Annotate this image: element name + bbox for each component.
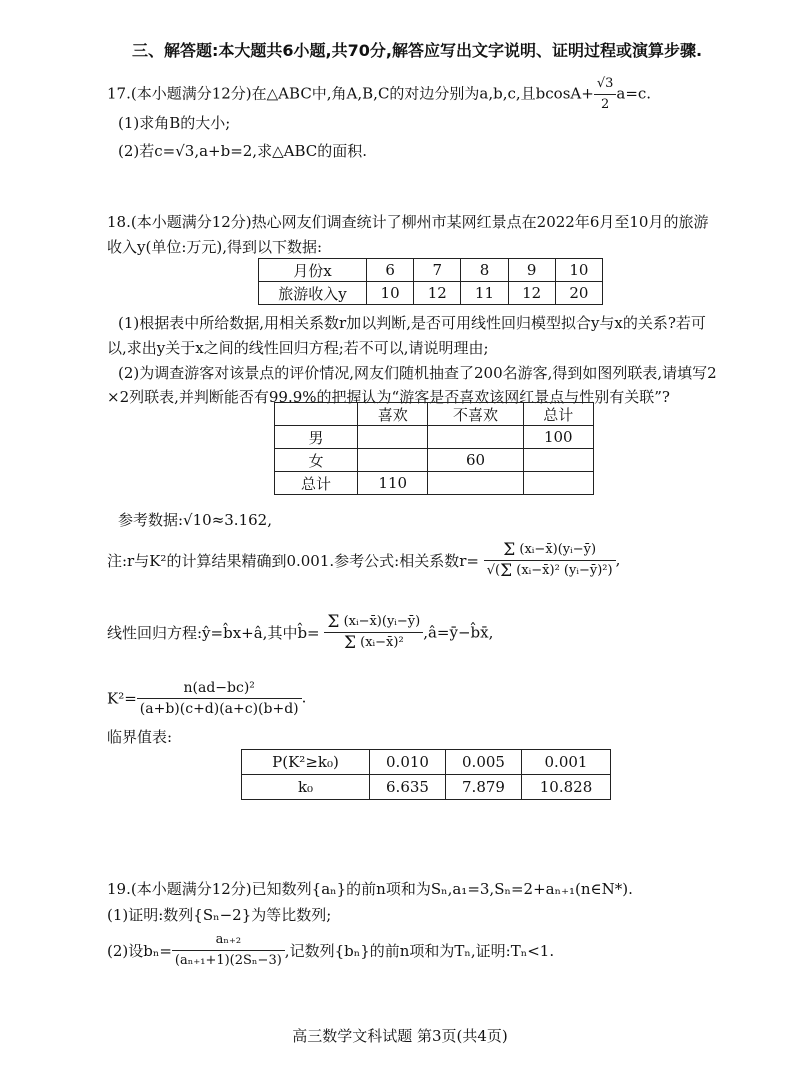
q17-frac-den: 2 [600,97,610,112]
table-cell: 旅游收入y [259,282,367,305]
q19-frac-den: (aₙ₊₁+1)(2Sₙ−3) [174,953,282,968]
k2-denominator: (a+b)(c+d)(a+c)(b+d) [139,701,299,717]
table-cell: 110 [358,472,428,495]
table-cell: 月份x [259,259,367,282]
table-cell: 8 [461,259,508,282]
regression-formula [107,612,493,672]
b-numerator: (xᵢ−x̄)(yᵢ−ȳ) [343,614,421,629]
r-fraction: Σ (xᵢ−x̄)(yᵢ−ȳ) √( Σ (xᵢ−x̄)² (yᵢ−ȳ)²) [484,540,616,581]
note-text: 注:r与K²的计算结果精确到0.001.参考公式:相关系数r= [107,552,479,570]
table-cell [523,449,593,472]
r-denominator: (xᵢ−x̄)² (yᵢ−ȳ)² [516,563,608,578]
page-footer: 高三数学文科试题 第3页(共4页) [292,1027,508,1045]
table-cell: 100 [523,426,593,449]
table-cell: 喜欢 [358,403,428,426]
table-cell: 7.879 [446,775,522,800]
table-cell: 不喜欢 [428,403,523,426]
table-row [259,282,603,305]
table-cell [358,449,428,472]
table-cell: 10 [555,259,602,282]
q19-part2 [107,930,554,971]
critical-value-table [241,749,611,800]
q19-part1: (1)证明:数列{Sₙ−2}为等比数列; [107,906,332,924]
q17-stem-text: 17.(本小题满分12分)在△ABC中,角A,B,C的对边分别为a,b,c,且bcosA+ [107,84,594,103]
table-cell [523,472,593,495]
k2-numerator: n(ad−bc)² [137,678,302,699]
q17-stem [107,74,651,115]
table-cell: 20 [555,282,602,305]
table-cell: 10.828 [522,775,611,800]
regression-label: 线性回归方程:ŷ=b̂x+â,其中b̂= [107,624,320,642]
table-cell: 11 [461,282,508,305]
q18-part1-line2: 以,求出y关于x之间的线性回归方程;若不可以,请说明理由; [107,339,489,357]
table-cell: k₀ [242,775,370,800]
q19-frac-num: aₙ₊₂ [172,930,285,951]
q18-stem-line1: 18.(本小题满分12分)热心网友们调查统计了柳州市某网红景点在2022年6月至10月的旅游 [107,213,709,231]
table-cell: 女 [275,449,358,472]
q18-stem-line2: 收入y(单位:万元),得到以下数据: [107,238,323,256]
k2-formula: K²= $\frac{\text{n(ad−bc)²}}{(a+b)(c+d)(a+c)(b+d)}$ . [107,680,307,717]
table-cell: 9 [508,259,555,282]
table-cell: 总计 [523,403,593,426]
q17-part1: (1)求角B的大小; [118,114,231,132]
q17-stem-end: a=c. [616,84,652,103]
table-cell: 总计 [275,472,358,495]
table-cell: 6.635 [370,775,446,800]
reference-data: 参考数据:√10≈3.162, [118,511,272,529]
table-cell: 0.001 [522,750,611,775]
table-cell: 12 [508,282,555,305]
q18-data-table [258,258,603,305]
q19-part2-start: (2)设bₙ= [107,942,172,960]
table-row [275,403,594,426]
q18-part1-line1: (1)根据表中所给数据,用相关系数r加以判断,是否可用线性回归模型拟合y与x的关系?若可 [118,314,706,332]
r-numerator: (xᵢ−x̄)(yᵢ−ȳ) [519,542,597,557]
k2-label: K²= [107,689,137,708]
table-cell: 0.005 [446,750,522,775]
q17-part2: (2)若c=√3,a+b=2,求△ABC的面积. [118,142,367,160]
table-cell [358,426,428,449]
table-cell: 60 [428,449,523,472]
table-cell [275,403,358,426]
b-denominator: (xᵢ−x̄)² [360,635,404,650]
table-row [275,426,594,449]
table-row [275,449,594,472]
table-cell: 6 [367,259,414,282]
q19-part2-end: ,记数列{bₙ}的前n项和为Tₙ,证明:Tₙ<1. [284,942,555,960]
table-row [242,750,611,775]
table-cell: 10 [367,282,414,305]
table-cell [428,426,523,449]
contingency-table [274,402,594,495]
correlation-formula: 注:r与K²的计算结果精确到0.001.参考公式:相关系数r= Σ (xᵢ−x̄)(yᵢ−ȳ) √( Σ (xᵢ−x̄)² (yᵢ−ȳ)²) , [107,539,621,581]
table-cell: 7 [414,259,461,282]
b-fraction: Σ (xᵢ−x̄)(yᵢ−ȳ) Σ (xᵢ−x̄)² [324,612,423,653]
table-row [275,472,594,495]
table-row [259,259,603,282]
q18-part2-line2: ×2列联表,并判断能否有99.9%的把握认为“游客是否喜欢该网红景点与性别有关联”? [107,388,670,406]
table-cell: P(K²≥k₀) [242,750,370,775]
table-cell: 0.010 [370,750,446,775]
section-heading: 三、解答题:本大题共6小题,共70分,解答应写出文字说明、证明过程或演算步骤. [132,41,703,60]
table-cell [428,472,523,495]
q19-stem: 19.(本小题满分12分)已知数列{aₙ}的前n项和为Sₙ,a₁=3,Sₙ=2+aₙ₊₁(n∈N*). [107,880,633,898]
table-row [242,775,611,800]
critical-label: 临界值表: [107,728,173,746]
q17-frac-num: √3 [594,74,617,95]
q18-part2-line1: (2)为调查游客对该景点的评价情况,网友们随机抽查了200名游客,得到如图列联表,请填写2 [118,364,717,382]
table-cell: 男 [275,426,358,449]
a-hat-formula: ,â=ȳ−b̂x̄, [423,623,494,642]
table-cell: 12 [414,282,461,305]
